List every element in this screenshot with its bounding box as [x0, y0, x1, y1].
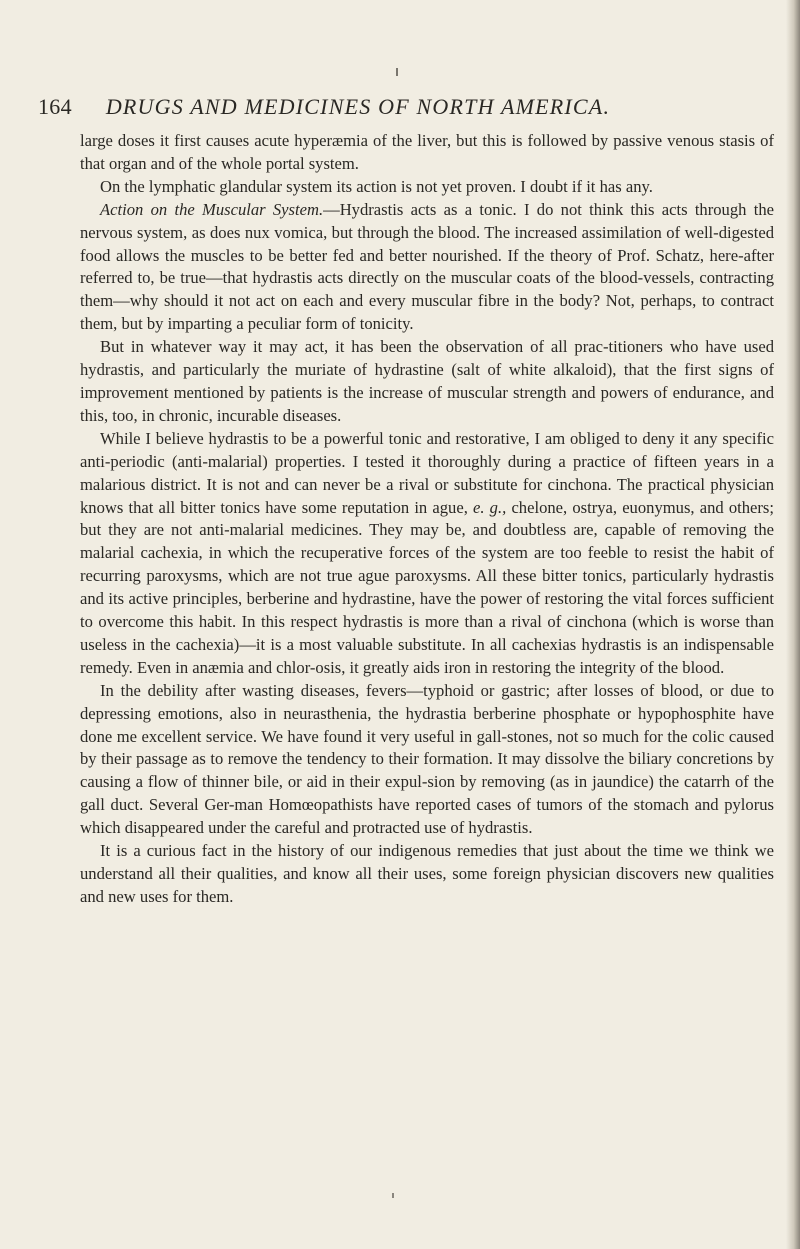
- paragraph-5-text-b: chelone, ostrya, euonymus, and others; but they are not anti-malarial medicines. They may be, and doubtless are, capable of removing the malarial cachexia, in which the recuperative forces of the system are too feeble to resist the habit of recurring paroxysms, which are not true ague paroxysms. All these bitter tonics, particularly hydrastis and its active principles, berberine and hydrastine, have the power of restoring the vital forces sufficient to overcome this habit. In this respect hydrastis is more than a rival of cinchona (which is worse than useless in the cachexia)—it is a most valuable substitute. In all cachexias hydrastis is an indispensable remedy. Even in anæmia and chlor-osis, it greatly aids iron in restoring the integrity of the blood.: [80, 497, 774, 677]
- print-mark: [396, 68, 398, 76]
- paragraph-2: On the lymphatic glandular system its action is not yet proven. I doubt if it has any.: [100, 176, 653, 196]
- page-edge-shadow: [786, 0, 800, 1249]
- eg-abbreviation: e. g.,: [473, 497, 507, 517]
- paragraph-1: large doses it first causes acute hyperæmia of the liver, but this is followed by passive venous stasis of that organ and of the whole portal system.: [80, 131, 774, 173]
- paragraph-5: [80, 428, 774, 680]
- paragraph-6: In the debility after wasting diseases, fevers—typhoid or gastric; after losses of blood, or due to depressing emotions, also in neurasthenia, the hydrastia berberine phosphate or hypophosphite have done me excellent service. We have found it very useful in gall-stones, not so much for the colic caused by their passage as to remove the tendency to their formation. It may dissolve the biliary concretions by causing a flow of thinner bile, or aid in their expul-sion by removing (as in jaundice) the catarrh of the gall duct. Several Ger-man Homœopathists have reported cases of tumors of the stomach and pylorus which disappeared under the careful and protracted use of hydrastis.: [80, 680, 774, 838]
- paragraph-7: It is a curious fact in the history of our indigenous remedies that just about the time we think we understand all their qualities, and know all their uses, some foreign physician discovers new qualities and new uses for them.: [80, 841, 774, 906]
- print-mark-bottom: [392, 1193, 394, 1198]
- paragraph-3-text: —Hydrastis acts as a tonic. I do not think this acts through the nervous system, as does nux vomica, but through the blood. The increased assimilation of well-digested food allows the muscles to be better fed and better nourished. If the theory of Prof. Schatz, here-after referred to, be true—that hydrastis acts directly on the muscular coats of the blood-vessels, contracting them—why should it not act on each and every muscular fibre in the body? Not, perhaps, to contract them, but by imparting a peculiar form of tonicity.: [80, 199, 774, 334]
- paragraph-5-text-a: While I believe hydrastis to be a powerful tonic and restorative, I am obliged to deny it any specific anti-periodic (anti-malarial) properties. I tested it thoroughly during a practice of fifteen years in a malarious district. It is not and can never be a rival or substitute for cinchona. The practical physician knows that all bitter tonics have some reputation in ague,: [80, 428, 774, 517]
- body-text: [80, 130, 774, 909]
- paragraph-4: But in whatever way it may act, it has been the observation of all prac-titioners who have used hydrastis, and particularly the muriate of hydrastine (salt of white alkaloid), that the first signs of improvement mentioned by patients is the increase of muscular strength and powers of endurance, and this, too, in chronic, incurable diseases.: [80, 337, 774, 425]
- section-heading: Action on the Muscular System.: [100, 199, 324, 219]
- paragraph-3: [80, 199, 774, 336]
- running-header: [38, 94, 768, 120]
- page-number: 164: [38, 94, 72, 119]
- running-title: DRUGS AND MEDICINES OF NORTH AMERICA.: [105, 94, 611, 119]
